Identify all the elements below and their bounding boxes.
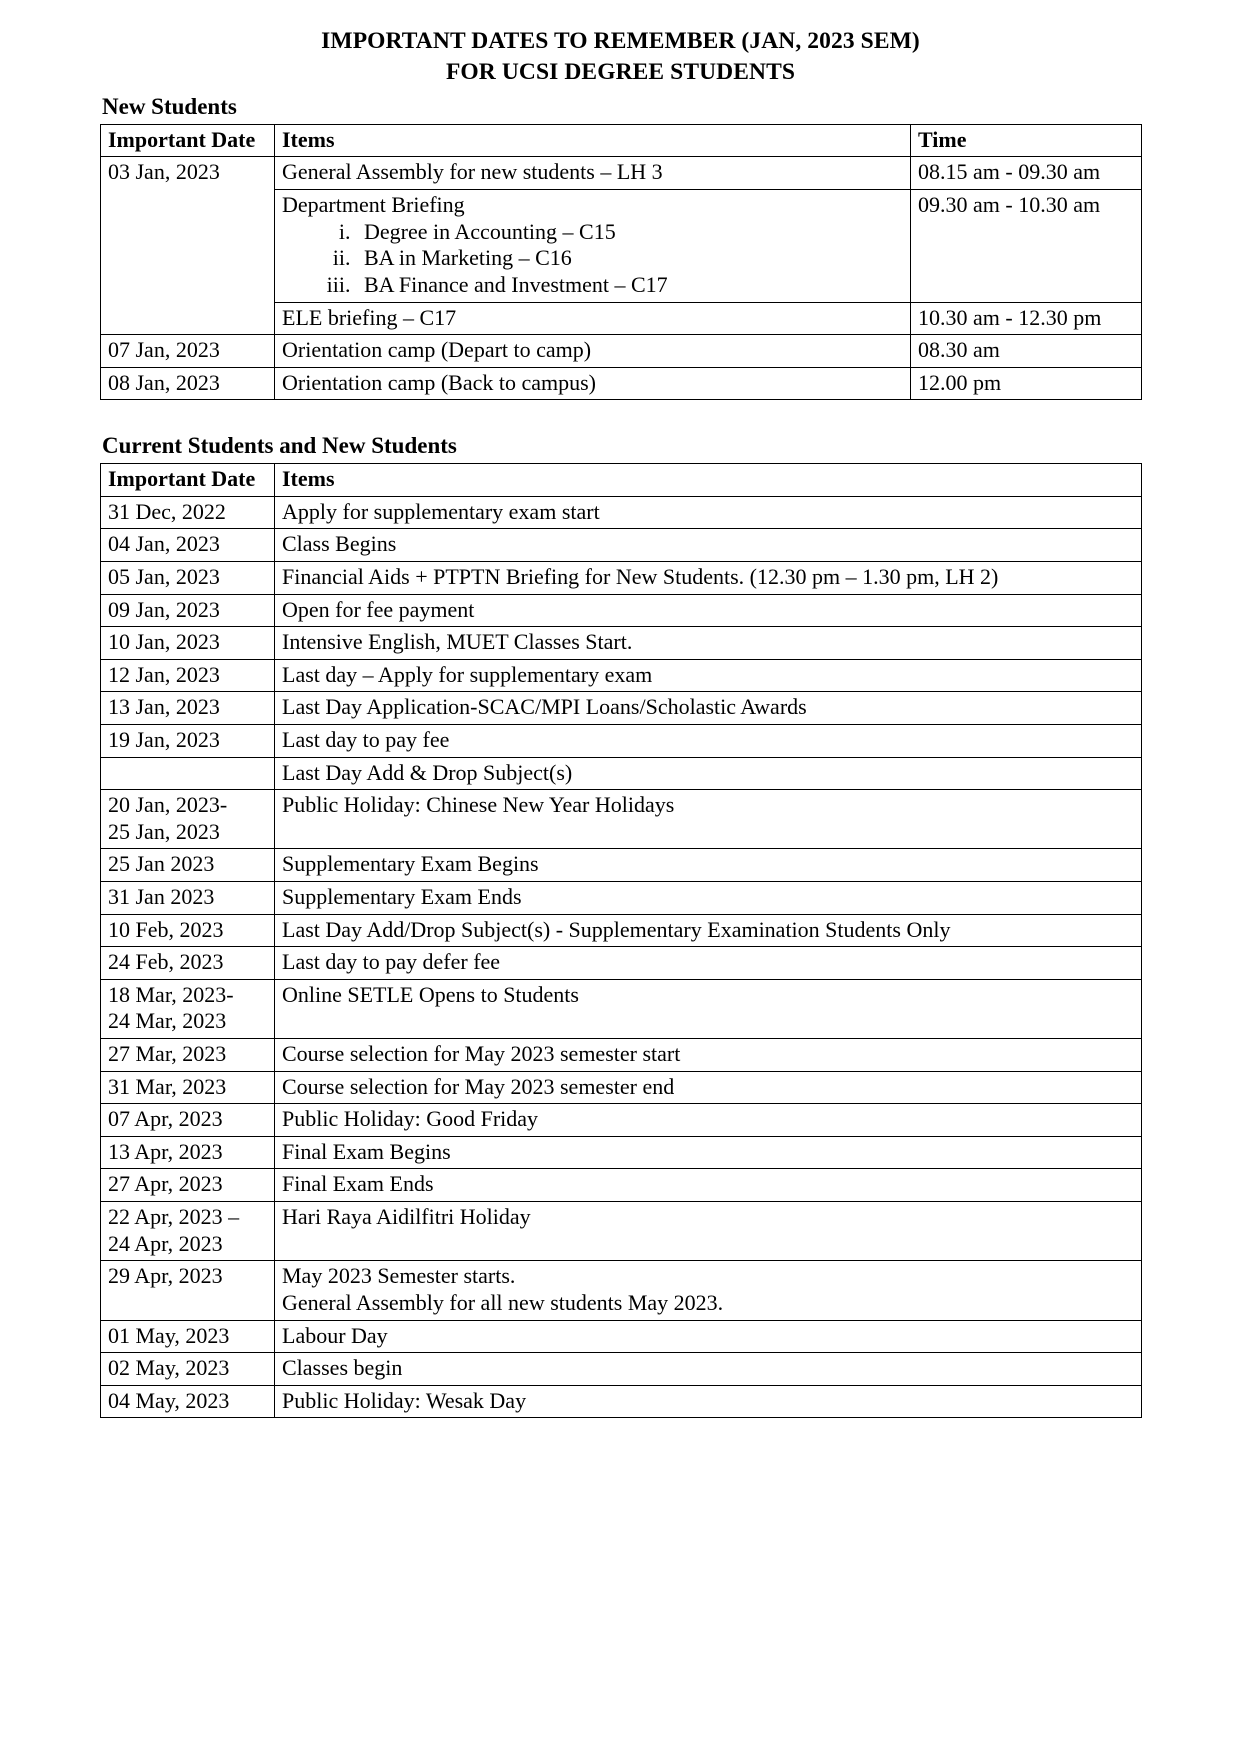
cell-item: Orientation camp (Back to campus)	[275, 367, 911, 400]
cell-item: General Assembly for new students – LH 3	[275, 157, 911, 190]
cell-time: 12.00 pm	[911, 367, 1142, 400]
list-item: i. Degree in Accounting – C15	[356, 219, 904, 246]
table-row	[101, 1385, 1142, 1418]
cell-item: Orientation camp (Depart to camp)	[275, 335, 911, 368]
cell-item: Last day to pay defer fee	[275, 947, 1142, 980]
column-header-time: Time	[911, 124, 1142, 157]
table-row	[101, 1320, 1142, 1353]
cell-item: Financial Aids + PTPTN Briefing for New Students. (12.30 pm – 1.30 pm, LH 2)	[275, 561, 1142, 594]
table-row	[101, 157, 1142, 190]
cell-date: 29 Apr, 2023	[101, 1261, 275, 1320]
table-row	[101, 1136, 1142, 1169]
cell-date: 07 Apr, 2023	[101, 1104, 275, 1137]
table-row	[101, 627, 1142, 660]
cell-item: Last Day Application-SCAC/MPI Loans/Scholastic Awards	[275, 692, 1142, 725]
column-header-date: Important Date	[101, 464, 275, 497]
cell-date: 04 Jan, 2023	[101, 529, 275, 562]
table-row	[101, 367, 1142, 400]
cell-date: 12 Jan, 2023	[101, 659, 275, 692]
cell-date: 27 Mar, 2023	[101, 1039, 275, 1072]
table-row	[101, 529, 1142, 562]
cell-date: 03 Jan, 2023	[101, 157, 275, 335]
cell-item: Open for fee payment	[275, 594, 1142, 627]
cell-item: Last Day Add/Drop Subject(s) - Supplementary Examination Students Only	[275, 914, 1142, 947]
column-header-date: Important Date	[101, 124, 275, 157]
cell-item: ELE briefing – C17	[275, 302, 911, 335]
cell-item: Public Holiday: Chinese New Year Holidays	[275, 790, 1142, 849]
cell-date: 05 Jan, 2023	[101, 561, 275, 594]
table-row	[101, 979, 1142, 1038]
table-row	[101, 1169, 1142, 1202]
cell-date: 07 Jan, 2023	[101, 335, 275, 368]
cell-item: Intensive English, MUET Classes Start.	[275, 627, 1142, 660]
cell-date: 18 Mar, 2023- 24 Mar, 2023	[101, 979, 275, 1038]
cell-date: 25 Jan 2023	[101, 849, 275, 882]
cell-date: 31 Mar, 2023	[101, 1071, 275, 1104]
section-heading-new-students: New Students	[102, 94, 237, 120]
cell-time: 08.15 am - 09.30 am	[911, 157, 1142, 190]
cell-item: Public Holiday: Wesak Day	[275, 1385, 1142, 1418]
table-row	[101, 692, 1142, 725]
table-row	[101, 496, 1142, 529]
section-spacer	[100, 400, 1141, 426]
column-header-items: Items	[275, 464, 1142, 497]
cell-item: Last day to pay fee	[275, 724, 1142, 757]
column-header-items: Items	[275, 124, 911, 157]
cell-item: Public Holiday: Good Friday	[275, 1104, 1142, 1137]
cell-item: May 2023 Semester starts. General Assembly for all new students May 2023.	[275, 1261, 1142, 1320]
page-title	[100, 26, 1141, 87]
cell-date	[101, 757, 275, 790]
cell-item: Final Exam Begins	[275, 1136, 1142, 1169]
cell-date: 31 Jan 2023	[101, 882, 275, 915]
new-students-table	[100, 124, 1142, 400]
cell-date: 24 Feb, 2023	[101, 947, 275, 980]
table-header-row	[101, 124, 1142, 157]
list-item: ii. BA in Marketing – C16	[356, 245, 904, 272]
cell-item-label: Department Briefing	[282, 192, 465, 218]
cell-date: 31 Dec, 2022	[101, 496, 275, 529]
cell-item: Online SETLE Opens to Students	[275, 979, 1142, 1038]
table-header-row	[101, 464, 1142, 497]
cell-date: 02 May, 2023	[101, 1353, 275, 1386]
list-item: iii. BA Finance and Investment – C17	[356, 272, 904, 299]
cell-item: Last day – Apply for supplementary exam	[275, 659, 1142, 692]
cell-item	[275, 190, 911, 302]
cell-item: Supplementary Exam Begins	[275, 849, 1142, 882]
page-title-line-2: FOR UCSI DEGREE STUDENTS	[445, 58, 796, 85]
table-row	[101, 1039, 1142, 1072]
cell-item: Labour Day	[275, 1320, 1142, 1353]
table-row	[101, 594, 1142, 627]
cell-time: 09.30 am - 10.30 am	[911, 190, 1142, 302]
cell-date: 22 Apr, 2023 – 24 Apr, 2023	[101, 1202, 275, 1261]
table-row	[101, 914, 1142, 947]
cell-item: Course selection for May 2023 semester start	[275, 1039, 1142, 1072]
cell-date: 13 Apr, 2023	[101, 1136, 275, 1169]
cell-date: 10 Feb, 2023	[101, 914, 275, 947]
table-row	[101, 849, 1142, 882]
cell-date: 10 Jan, 2023	[101, 627, 275, 660]
table-row	[101, 561, 1142, 594]
table-row	[101, 757, 1142, 790]
table-row	[101, 659, 1142, 692]
section-heading-current-and-new-students: Current Students and New Students	[102, 433, 457, 459]
cell-item: Supplementary Exam Ends	[275, 882, 1142, 915]
department-briefing-list	[282, 219, 904, 299]
cell-date: 19 Jan, 2023	[101, 724, 275, 757]
cell-time: 10.30 am - 12.30 pm	[911, 302, 1142, 335]
cell-date: 13 Jan, 2023	[101, 692, 275, 725]
table-row	[101, 335, 1142, 368]
table-row	[101, 724, 1142, 757]
cell-date: 20 Jan, 2023- 25 Jan, 2023	[101, 790, 275, 849]
cell-item: Class Begins	[275, 529, 1142, 562]
current-and-new-students-table	[100, 463, 1142, 1418]
cell-time: 08.30 am	[911, 335, 1142, 368]
cell-date: 08 Jan, 2023	[101, 367, 275, 400]
cell-date: 04 May, 2023	[101, 1385, 275, 1418]
table-row	[101, 1202, 1142, 1261]
cell-item: Course selection for May 2023 semester end	[275, 1071, 1142, 1104]
table-row	[101, 790, 1142, 849]
cell-item: Last Day Add & Drop Subject(s)	[275, 757, 1142, 790]
table-row	[101, 882, 1142, 915]
cell-item: Classes begin	[275, 1353, 1142, 1386]
cell-item: Hari Raya Aidilfitri Holiday	[275, 1202, 1142, 1261]
cell-date: 09 Jan, 2023	[101, 594, 275, 627]
table-body	[101, 496, 1142, 1418]
cell-item: Final Exam Ends	[275, 1169, 1142, 1202]
page-title-line-1: IMPORTANT DATES TO REMEMBER (JAN, 2023 SEM)	[321, 28, 920, 54]
cell-date: 27 Apr, 2023	[101, 1169, 275, 1202]
table-row	[101, 1104, 1142, 1137]
cell-item: Apply for supplementary exam start	[275, 496, 1142, 529]
table-row	[101, 1261, 1142, 1320]
table-row	[101, 947, 1142, 980]
table-row	[101, 1071, 1142, 1104]
table-row	[101, 1353, 1142, 1386]
cell-date: 01 May, 2023	[101, 1320, 275, 1353]
